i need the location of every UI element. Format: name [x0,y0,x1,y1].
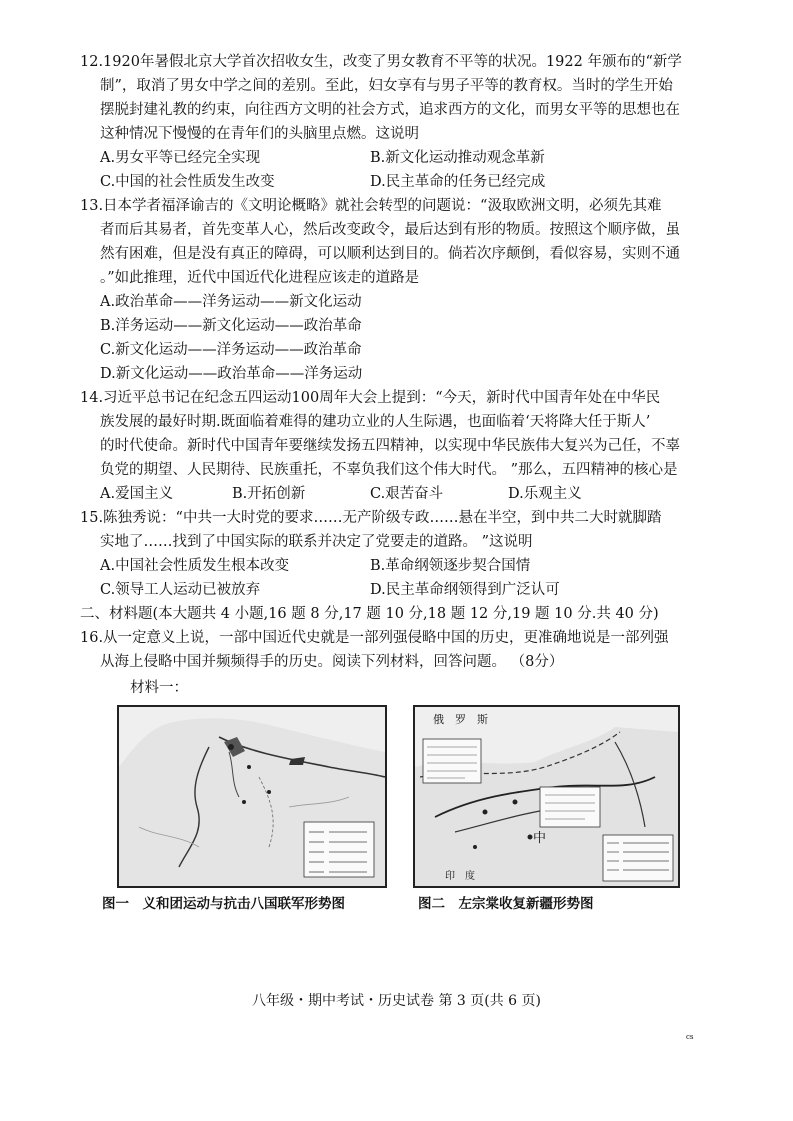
q14-option-d: D.乐观主义 [508,486,582,502]
q15-line-1: 15.陈独秀说：“中共一大时党的要求……无产阶级专政……悬在半空，到中共二大时就脚踏 [80,510,662,526]
q16-line-1: 16.从一定意义上说，一部中国近代史就是一部列强侵略中国的历史，更准确地说是一部列强 [80,630,669,646]
xinjiang-map-graphic [415,707,678,886]
q12-line-4: 这种情况下慢慢的在青年们的头脑里点燃。这说明 [100,126,419,142]
q13-option-a: A.政治革命——洋务运动——新文化运动 [100,294,362,310]
q14-line-4: 负党的期望、人民期待、民族重托，不辜负我们这个伟大时代。 ”那么，五四精神的核心是 [100,462,678,478]
q13-line-4: 。”如此推理，近代中国近代化进程应该走的道路是 [100,270,420,286]
q12-option-c: C.中国的社会性质发生改变 [100,174,275,190]
fig2-russia-label: 俄 罗 斯 [433,713,488,726]
q14-option-c: C.艰苦奋斗 [370,486,444,502]
q13-option-b: B.洋务运动——新文化运动——政治革命 [100,318,362,334]
section-2-heading: 二、材料题(本大题共 4 小题,16 题 8 分,17 题 10 分,18 题 12 分,19 题 10 分.共 40 分) [80,606,659,622]
q13-line-1: 13.日本学者福泽谕吉的《文明论概略》就社会转型的问题说：“汲取欧洲文明，必须先其难 [80,198,662,214]
q16-line-2: 从海上侵略中国并频频得手的历史。阅读下列材料，回答问题。 （8分） [100,654,564,670]
material-1-label: 材料一： [130,680,188,696]
q13-option-c: C.新文化运动——洋务运动——政治革命 [100,342,362,358]
fig2-china-label: 中 [533,831,547,846]
q13-option-d: D.新文化运动——政治革命——洋务运动 [100,366,363,382]
q13-line-2: 者而后其易者，首先变革人心，然后改变政令，最后达到有形的物质。按照这个顺序做，虽 [100,222,680,238]
figure-2-map [413,705,680,888]
q15-option-c: C.领导工人运动已被放弃 [100,582,261,598]
q12-line-2: 制”，取消了男女中学之间的差别。至此，妇女享有与男子平等的教育权。当时的学生开始 [100,78,673,94]
figure-1-caption: 图一 义和团运动与抗击八国联军形势图 [102,896,345,912]
q13-line-3: 然有困难，但是没有真正的障碍，可以顺利达到目的。倘若次序颠倒，看似容易，实则不通 [100,246,680,262]
q12-line-3: 摆脱封建礼教的约束，向往西方文明的社会方式，追求西方的文化，而男女平等的思想也在 [100,102,680,118]
q12-option-b: B.新文化运动推动观念革新 [370,150,545,166]
figure-2-caption: 图二 左宗棠收复新疆形势图 [418,896,594,912]
q15-option-b: B.革命纲领逐步契合国情 [370,558,531,574]
q15-option-d: D.民主革命纲领得到广泛认可 [370,582,560,598]
q14-option-a: A.爱国主义 [100,486,174,502]
figure-1-map [117,705,387,888]
q14-line-3: 的时代使命。新时代中国青年要继续发扬五四精神，以实现中华民族伟大复兴为己任，不辜 [100,438,680,454]
corner-mark: cs [686,1033,694,1041]
page-footer: 八年级・期中考试・历史试卷 第 3 页(共 6 页) [252,993,541,1009]
boxer-map-graphic [119,707,385,886]
q14-line-1: 14.习近平总书记在纪念五四运动100周年大会上提到：“今天，新时代中国青年处在中华民 [80,390,661,406]
q15-line-2: 实地了……找到了中国实际的联系并决定了党要走的道路。 ”这说明 [100,534,533,550]
q15-option-a: A.中国社会性质发生根本改变 [100,558,290,574]
fig2-india-label: 印 度 [445,871,475,882]
q12-option-a: A.男女平等已经完全实现 [100,150,261,166]
q12-line-1: 12.1920年暑假北京大学首次招收女生，改变了男女教育不平等的状况。1922 年颁布的“新学 [80,54,682,70]
q14-option-b: B.开拓创新 [232,486,306,502]
q14-line-2: 族发展的最好时期.既面临着难得的建功立业的人生际遇，也面临着‘天将降大任于斯人’ [100,414,651,430]
q12-option-d: D.民主革命的任务已经完成 [370,174,546,190]
